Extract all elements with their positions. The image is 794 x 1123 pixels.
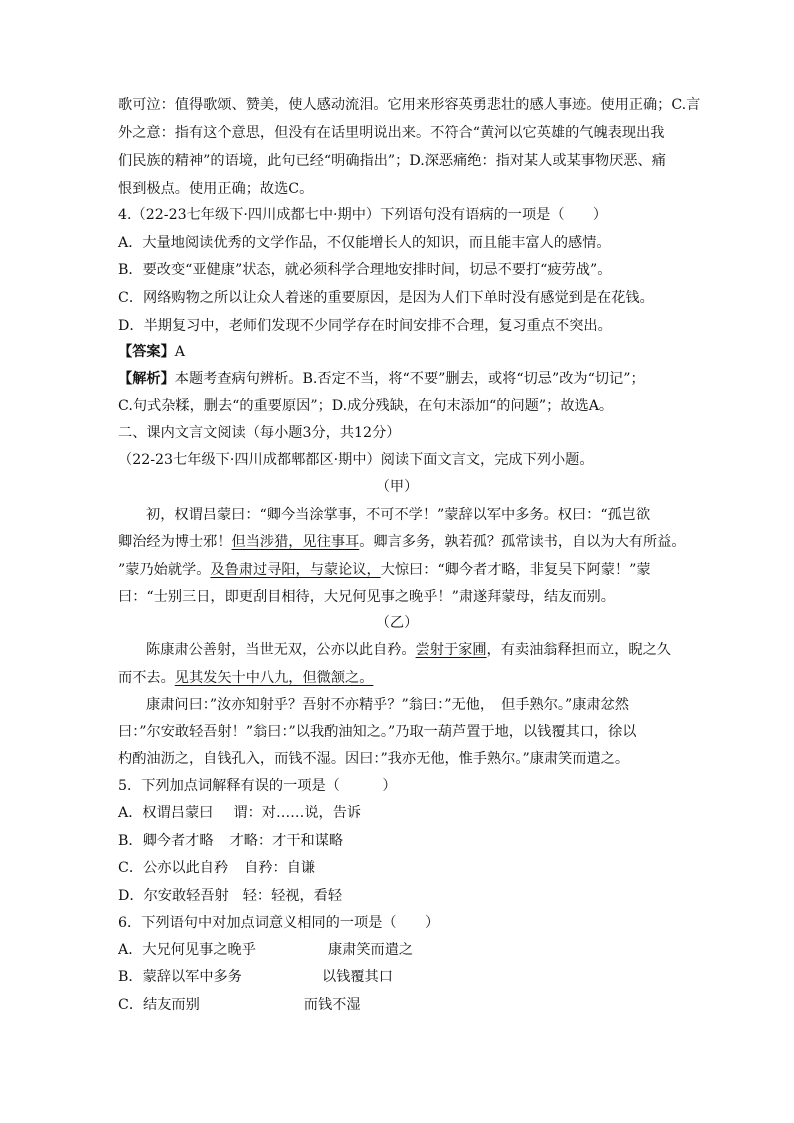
- passage-line: 杓酌油沥之，自钱孔入，而钱不湿。因曰：”我亦无他，惟手熟尔。”康肃笑而遣之。: [118, 751, 630, 767]
- underlined-sentence: 尝射于家圃: [415, 642, 487, 658]
- question-6-stem: 6．下列语句中对加点词意义相同的一项是（ ）: [118, 915, 440, 931]
- option-phrase: 康肃笑而遣之: [327, 942, 414, 958]
- question-4-option-d: D．半期复习中，老师们发现不少同学存在时间安排不合理，复习重点不突出。: [118, 318, 612, 334]
- option-phrase: C．结友而别: [118, 997, 200, 1013]
- option-phrase: A．大兄何见事之晚乎: [118, 942, 256, 958]
- passage-text: ，有卖油翁释担而立，睨之久: [486, 642, 671, 658]
- question-6-option-a: [118, 940, 413, 960]
- passage-line: 初，权谓吕蒙曰：“卿今当涂掌事，不可不学！”蒙辞以军中多务。权曰：“孤岂欲: [146, 507, 651, 523]
- question-6-option-b: [118, 967, 393, 987]
- question-5-option-b: [118, 831, 343, 851]
- passage-line: [118, 560, 651, 580]
- question-4-option-a: A．大量地阅读优秀的文学作品，不仅能增长人的知识，而且能丰富人的感情。: [118, 235, 611, 251]
- text-line: 恨到极点。使用正确；故选C。: [118, 181, 314, 197]
- question-5-option-a: [118, 803, 361, 823]
- passage-line: 曰：”尔安敢轻吾射！”翁曰：”以我酌油知之。”乃取一葫芦置于地，以钱覆其口，徐以: [118, 724, 637, 740]
- passage-text: 卿治经为博士邪！: [118, 534, 232, 550]
- option-phrase: 而钱不湿: [303, 997, 361, 1013]
- passage-line: [118, 532, 686, 552]
- passage-source: （22-23七年级下·四川成都郫都区·期中）阅读下面文言文，完成下列小题。: [118, 452, 594, 468]
- section-heading: 二、课内文言文阅读（每小题3分，共12分）: [118, 425, 401, 441]
- option-phrase: B．卿今者才略: [118, 833, 214, 849]
- underlined-sentence: 但当涉猎，见往事耳: [231, 534, 360, 550]
- option-phrase: 以钱覆其口: [321, 969, 393, 985]
- answer-label: 【答案】: [118, 344, 175, 360]
- passage-heading-jia: （甲）: [375, 479, 419, 495]
- explanation-line: [118, 369, 645, 389]
- option-gloss: 轻：轻视，看轻: [242, 888, 343, 904]
- passage-line: 康肃问曰：”汝亦知射乎？吾射不亦精乎？”翁曰：”无他， 但手熟尔。”康肃忿然: [146, 697, 629, 713]
- question-5-stem: 5．下列加点词解释有误的一项是（ ）: [118, 778, 397, 794]
- passage-line: [146, 640, 671, 660]
- passage-text: ”蒙乃始就学。: [118, 562, 211, 578]
- option-phrase: A．权谓吕蒙曰: [118, 805, 214, 821]
- text-line: 们民族的精神”的语境，此句已经“明确指出”；D.深恶痛绝：指对某人或某事物厌恶、痛: [118, 153, 666, 169]
- option-gloss: 谓：对……说，告诉: [233, 805, 362, 821]
- question-5-option-d: [118, 886, 342, 906]
- text-line: 歌可泣：值得歌颂、赞美，使人感动流泪。它用来形容英勇悲壮的感人事迹。使用正确；C.言: [118, 97, 701, 113]
- passage-line: [118, 668, 373, 688]
- passage-line: 曰：“士别三日，即更刮目相待，大兄何见事之晚乎！”肃遂拜蒙母，结友而别。: [118, 589, 615, 605]
- option-gloss: 自矜：自谦: [244, 860, 316, 876]
- option-phrase: C．公亦以此自矜: [118, 860, 229, 876]
- explanation-line: C.句式杂糅，删去“的重要原因”；D.成分残缺，在句末添加“的问题”；故选A。: [118, 398, 614, 414]
- question-4-option-c: C．网络购物之所以让众人着迷的重要原因，是因为人们下单时没有感觉到是在花钱。: [118, 290, 654, 306]
- passage-text: 陈康肃公善射，当世无双，公亦以此自矜。: [146, 642, 416, 658]
- passage-text: 而不去。: [118, 670, 175, 686]
- underlined-sentence: 见其发矢十中八九，但微颔之。: [174, 670, 374, 686]
- option-phrase: D．尔安敢轻吾射: [118, 888, 229, 904]
- explanation-label: 【解析】: [118, 371, 175, 387]
- answer-value: A: [174, 344, 186, 360]
- option-phrase: B．蒙辞以军中多务: [118, 969, 242, 985]
- explanation-text: 本题考查病句辨析。B.否定不当，将“不要”删去，或将“切忌”改为“切记”；: [174, 371, 645, 387]
- question-5-option-c: [118, 858, 315, 878]
- underlined-sentence: 及鲁肃过寻阳，与蒙论议，: [210, 562, 381, 578]
- passage-heading-yi: （乙）: [375, 615, 419, 631]
- passage-text: 。卿言多务，孰若孤？孤常读书，自以为大有所益。: [359, 534, 686, 550]
- question-4-stem: 4.（22-23七年级下·四川成都七中·期中）下列语句没有语病的一项是（ ）: [118, 207, 608, 223]
- option-gloss: 才略：才干和谋略: [229, 833, 344, 849]
- passage-text: 大惊曰：“卿今者才略，非复吴下阿蒙！”蒙: [380, 562, 651, 578]
- question-4-option-b: B．要改变“亚健康”状态，就必须科学合理地安排时间，切忌不要打“疲劳战”。: [118, 262, 612, 278]
- question-6-option-c: [118, 995, 361, 1015]
- answer-line: [118, 342, 185, 362]
- text-line: 外之意：指有这个意思，但没有在话里明说出来。不符合“黄河以它英雄的气魄表现出我: [118, 125, 665, 141]
